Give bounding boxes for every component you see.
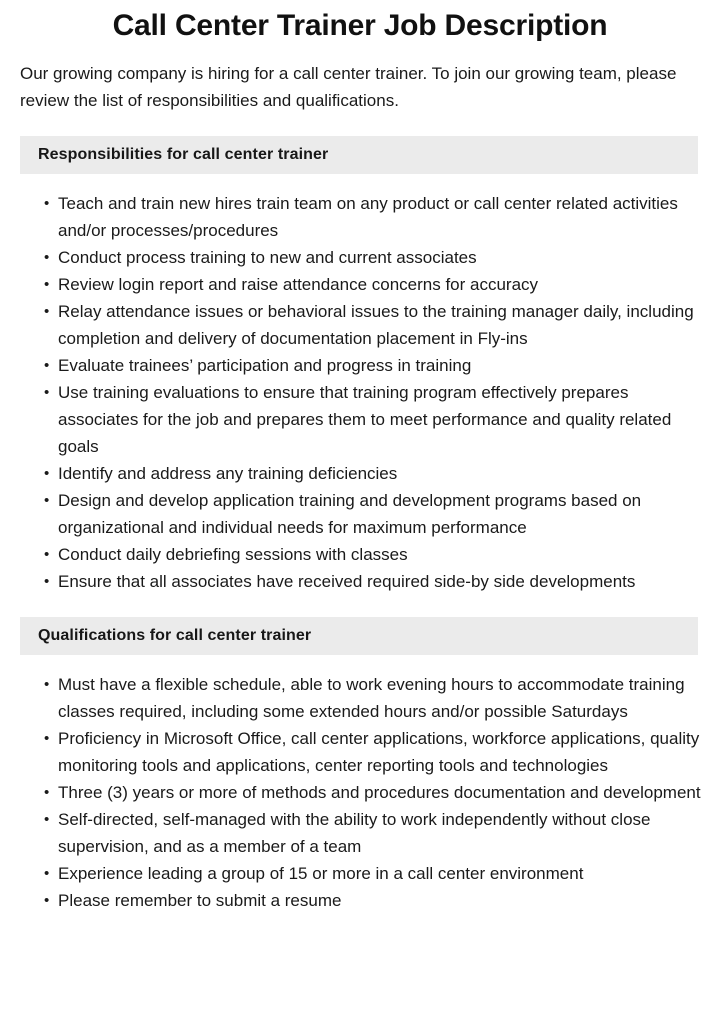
section-header-qualifications xyxy=(20,617,698,655)
qualifications-list xyxy=(0,671,720,914)
section-header-title: Responsibilities for call center trainer xyxy=(38,146,329,163)
list-item: • Conduct daily debriefing sessions with classes xyxy=(58,541,702,568)
section-qualifications xyxy=(0,617,720,914)
responsibilities-list xyxy=(0,190,720,595)
list-item: • Conduct process training to new and current associates xyxy=(58,244,702,271)
page-bottom-spacer xyxy=(0,914,720,932)
list-item: • Use training evaluations to ensure that training program effectively prepares associates for the job and prepares them to meet performance and quality related goals xyxy=(58,379,702,460)
list-item: • Review login report and raise attendance concerns for accuracy xyxy=(58,271,702,298)
list-item: • Must have a flexible schedule, able to work evening hours to accommodate training classes required, including some extended hours and/or possible Saturdays xyxy=(58,671,706,725)
section-header-responsibilities xyxy=(20,136,698,174)
list-item: • Design and develop application training and development programs based on organizational and individual needs for maximum performance xyxy=(58,487,702,541)
page-title: Call Center Trainer Job Description xyxy=(112,9,608,42)
list-item: • Self-directed, self-managed with the ability to work independently without close supervision, and as a member of a team xyxy=(58,806,706,860)
list-item: • Three (3) years or more of methods and procedures documentation and development xyxy=(58,779,706,806)
list-item: • Teach and train new hires train team on any product or call center related activities and/or processes/procedures xyxy=(58,190,702,244)
list-item: • Evaluate trainees’ participation and progress in training xyxy=(58,352,702,379)
section-header-title: Qualifications for call center trainer xyxy=(38,627,312,644)
list-item: • Ensure that all associates have received required side-by side developments xyxy=(58,568,702,595)
list-item: • Experience leading a group of 15 or more in a call center environment xyxy=(58,860,706,887)
intro-paragraph: Our growing company is hiring for a call center trainer. To join our growing team, please review the list of responsibilities and qualifications. xyxy=(20,64,677,110)
section-responsibilities xyxy=(0,136,720,595)
list-item: • Relay attendance issues or behavioral issues to the training manager daily, including completion and delivery of documentation placement in Fly-ins xyxy=(58,298,702,352)
list-item: • Please remember to submit a resume xyxy=(58,887,706,914)
list-item: • Identify and address any training deficiencies xyxy=(58,460,702,487)
list-item: • Proficiency in Microsoft Office, call center applications, workforce applications, quality monitoring tools and applications, center reporting tools and technologies xyxy=(58,725,706,779)
